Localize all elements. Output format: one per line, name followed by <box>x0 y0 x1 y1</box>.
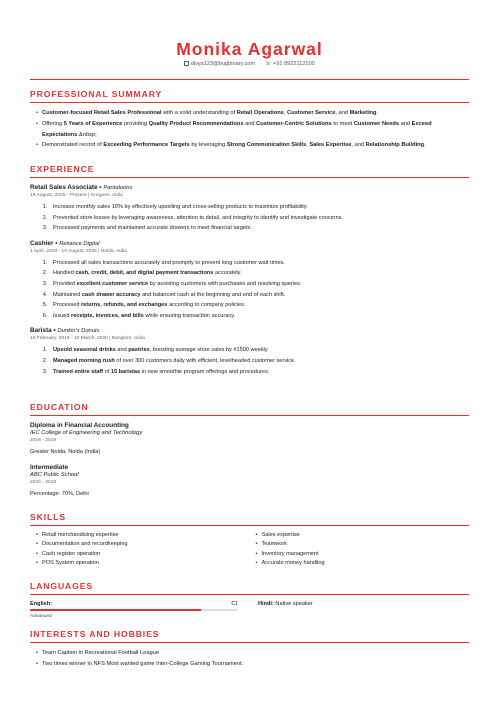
bold-text: Customer Service <box>287 110 336 116</box>
text-run: , and <box>351 142 366 149</box>
experience-divider <box>30 177 469 178</box>
text-run: Prevented store losses by leveraging awareness, attention to detail, and integrity to identify and investigate concerns. <box>53 214 344 221</box>
job-point <box>49 311 469 322</box>
job-title <box>30 327 469 335</box>
language-hindi <box>258 600 313 619</box>
education-heading: EDUCATION <box>30 402 89 412</box>
bold-text: Trained entire staff <box>53 368 104 375</box>
skill-item: • Sales expertise <box>256 531 470 540</box>
text-run: to meet <box>331 120 354 127</box>
job-role: Barista <box>30 327 52 335</box>
job-point <box>49 290 469 301</box>
bold-text: Exceed Expectations <box>42 120 432 138</box>
job-points <box>30 258 469 322</box>
languages-divider <box>30 594 469 595</box>
bold-text: returns, refunds, and exchanges <box>80 302 168 309</box>
education-school: ABC Public School <box>30 472 79 478</box>
summary-section <box>30 89 469 151</box>
bold-text: 15 baristas <box>110 368 141 375</box>
language-english <box>30 600 238 619</box>
job-meta: 19 August, 2025 - Present | Gurgaon, India <box>30 193 123 198</box>
job-separator: • <box>53 239 60 247</box>
phone-item[interactable] <box>265 60 315 69</box>
education-entry <box>30 464 469 498</box>
phone-text: +91 8922112100 <box>273 61 315 67</box>
skills-right-column <box>250 531 470 569</box>
bold-text: Managed morning rush <box>53 357 115 364</box>
email-text: divya123@bugbinary.com <box>190 61 256 67</box>
text-run: Processed all sales transactions accurately and promptly to prevent long customer wait times. <box>53 259 285 266</box>
text-run: , and <box>335 110 350 116</box>
education-divider <box>30 415 469 416</box>
languages-row <box>30 600 469 619</box>
job-list <box>30 184 469 377</box>
skill-item: • Inventory management <box>256 550 470 559</box>
phone-icon: ☏ <box>264 61 272 67</box>
text-run: of over 300 customers daily with efficient, levelheaded customer service. <box>114 357 296 364</box>
job-point <box>49 279 469 290</box>
skill-item: • Retail merchandising expertise <box>36 531 250 540</box>
text-run: , boosting average store sales by #1500 weekly. <box>149 347 269 354</box>
job-role: Retail Sales Associate <box>30 184 98 191</box>
job-point <box>49 356 469 367</box>
education-degree: Intermediate <box>30 464 69 471</box>
text-run: Demonstrated record of <box>42 142 104 149</box>
interest-item: • Two times winner in NFS Most wanted game Inter-College Gaming Tournament. <box>36 659 469 670</box>
bold-text: Retail Operations <box>236 110 284 116</box>
skill-item: • Teamwork <box>256 540 470 549</box>
bold-text: cash drawer accuracy <box>81 291 141 298</box>
bold-text: Quality Product Recommendations <box>148 120 244 127</box>
skills-heading: SKILLS <box>30 512 66 522</box>
text-run: . <box>376 110 379 116</box>
language-hindi-level: Native speaker <box>275 601 313 607</box>
bold-text: receipts, invoices, and bills <box>71 312 144 319</box>
bold-text: Marketing <box>349 110 377 116</box>
bold-text: excellent customer service <box>76 280 149 287</box>
summary-heading: PROFESSIONAL SUMMARY <box>30 89 163 99</box>
interests-list <box>30 648 469 670</box>
job-title <box>30 184 469 192</box>
text-run: Issued <box>53 312 72 319</box>
experience-heading: EXPERIENCE <box>30 164 95 174</box>
skill-item: • Documentation and recordkeeping <box>36 540 250 549</box>
skills-section <box>30 512 469 569</box>
job-separator: • <box>97 184 104 191</box>
interests-divider <box>30 642 469 643</box>
bold-text: Exceeding Performance Targets <box>103 142 190 149</box>
job-title <box>30 240 469 248</box>
text-run: Provided <box>53 280 77 287</box>
text-run: and <box>115 347 129 354</box>
text-run: by leveraging <box>189 142 227 149</box>
text-run: in new smoothie program offerings and procedures. <box>140 368 270 375</box>
education-detail: Percentage: 70%, Delhi <box>30 491 89 497</box>
text-run: Increase monthly sales 10% by effectively upselling and cross-selling products to maximize profitability. <box>53 204 308 210</box>
candidate-name: Monika Agarwal <box>176 39 323 59</box>
languages-section <box>30 581 469 619</box>
education-school: IEC College of Engineering and Technology <box>30 430 143 436</box>
bold-text: 5 Years of Experience <box>63 120 123 127</box>
job-point <box>49 268 469 279</box>
job-points <box>30 202 469 234</box>
job-company: Reliance Digital <box>59 240 100 247</box>
text-run: with a solid understanding of <box>161 110 237 116</box>
job-meta: 1 April, 2020 - 10 August, 2025 | Noida, India <box>30 248 127 254</box>
language-english-bar <box>30 609 238 611</box>
language-english-bar-fill <box>30 609 201 611</box>
education-detail: Greater Noida, Noida (India) <box>30 449 101 455</box>
bold-text: Customer-Centric Solutions <box>256 120 332 127</box>
language-english-name: English: <box>30 601 53 607</box>
text-run: accurately. <box>213 270 242 277</box>
text-run: . <box>424 142 426 149</box>
bold-text: Sales Expertise <box>309 142 352 149</box>
bold-text: pastries <box>128 347 150 354</box>
languages-heading: LANGUAGES <box>30 581 94 591</box>
text-run: , <box>306 142 310 149</box>
job-separator: • <box>51 327 58 335</box>
interest-item: • Team Caption in Recreational Football League <box>36 648 469 659</box>
education-degree: Diploma in Financial Accounting <box>30 422 129 429</box>
summary-item <box>36 140 469 151</box>
job-point <box>49 202 469 213</box>
education-dates: 2015 - 2018 <box>30 480 57 485</box>
text-run: , <box>283 110 287 116</box>
job-point <box>49 367 469 378</box>
text-run: Maintained <box>53 291 82 298</box>
job-point <box>49 345 469 356</box>
email-item[interactable] <box>184 60 255 69</box>
bold-text: Relationship Building <box>365 142 425 149</box>
text-run: while ensuring transaction accuracy. <box>143 312 236 319</box>
text-run: Processed <box>53 302 81 309</box>
summary-item <box>36 119 469 141</box>
job-entry <box>30 327 469 377</box>
job-company: Pantaloons <box>103 185 133 191</box>
text-run: .&nbsp; <box>77 131 97 138</box>
language-hindi-name: Hindi: <box>258 601 274 607</box>
contact-line <box>30 60 469 69</box>
bold-text: Customer Needs <box>353 120 400 127</box>
education-dates: 2018 - 2019 <box>30 438 57 443</box>
text-run: and balanced cash at the beginning and end of each shift. <box>140 291 286 298</box>
job-points <box>30 345 469 377</box>
text-run: and <box>399 120 412 127</box>
interests-section <box>30 629 469 670</box>
education-list <box>30 422 469 498</box>
skill-item: • Accurate money handling <box>256 559 470 568</box>
summary-divider <box>30 102 469 103</box>
job-point <box>49 258 469 269</box>
job-meta: 10 February, 2019 - 10 March, 2020 | Banglore, India <box>30 336 145 342</box>
job-entry <box>30 184 469 234</box>
text-run: according to company policies. <box>167 302 246 309</box>
job-point <box>49 300 469 311</box>
job-entry <box>30 240 469 322</box>
education-entry <box>30 422 469 456</box>
experience-section <box>30 164 469 377</box>
job-point <box>49 223 469 234</box>
text-run: and <box>243 120 257 127</box>
skill-item: • POS System operation <box>36 559 250 568</box>
summary-list <box>30 108 469 151</box>
skills-divider <box>30 525 469 526</box>
text-run: Processed payments and maintained accurate drawers to meet financial targets. <box>53 225 252 232</box>
bold-text: Customer-focused Retail Sales Professional <box>42 110 162 116</box>
skill-item: • Cash register operation <box>36 550 250 559</box>
text-run: Handled <box>53 270 76 277</box>
job-company: Dunkin's Donuts <box>57 328 100 335</box>
language-english-level: C1 <box>231 601 238 607</box>
text-run: by assisting customers with purchases and resolving queries. <box>148 280 302 287</box>
skills-left-column <box>30 531 250 569</box>
bold-text: Strong Communication Skills <box>226 142 307 149</box>
email-icon <box>184 61 189 66</box>
text-run: Offering <box>42 120 64 127</box>
bold-text: Upsold seasonal drinks <box>53 347 116 354</box>
header-divider <box>30 79 469 80</box>
interests-heading: INTERESTS AND HOBBIES <box>30 629 160 639</box>
bold-text: cash, credit, debit, and digital payment transactions <box>75 270 214 277</box>
skills-columns <box>30 531 469 569</box>
summary-item <box>36 108 469 119</box>
language-english-proficiency: Advanced <box>30 614 52 619</box>
job-role: Cashier <box>30 239 54 247</box>
education-section <box>30 402 469 498</box>
job-point <box>49 213 469 224</box>
text-run: providing <box>122 120 149 127</box>
text-run: of <box>103 368 111 375</box>
